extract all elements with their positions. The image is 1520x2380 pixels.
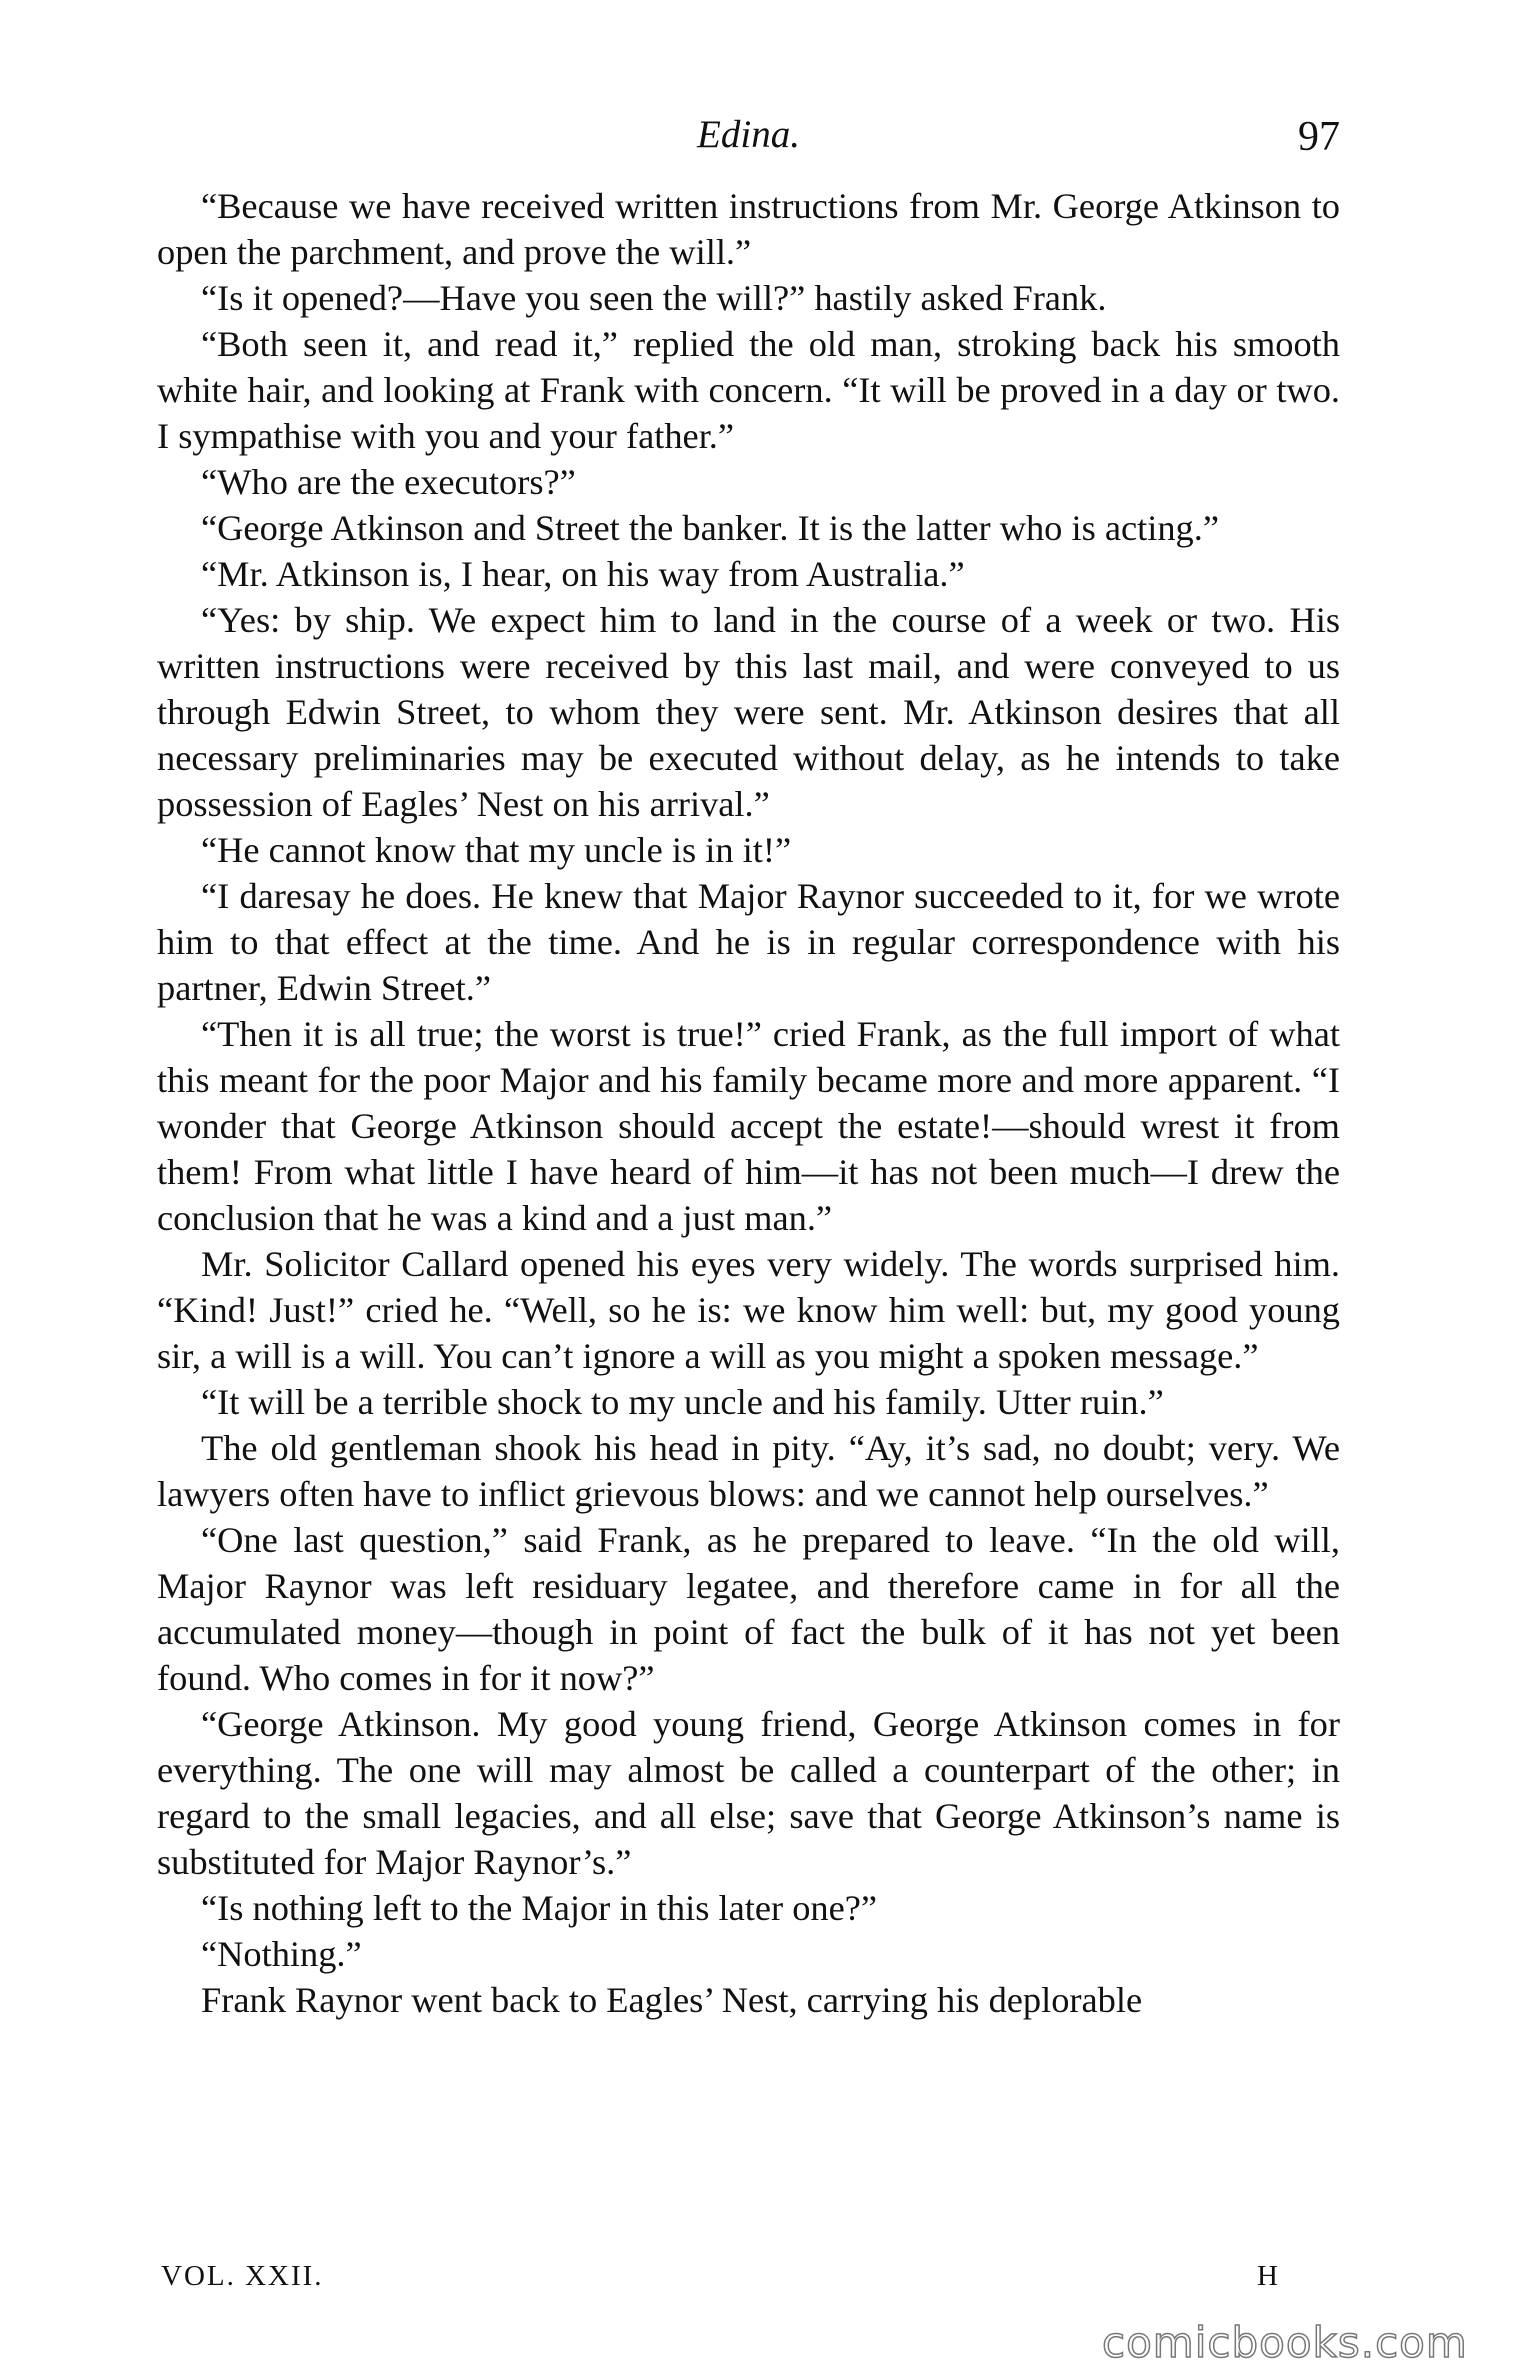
paragraph: “Yes: by ship. We expect him to land in the course of a week or two. His written instructions were received by this last mail, and were conveyed to us through Edwin Street, to whom they were sent. Mr. Atkinson desires that all necessary preliminaries may be executed without delay, as he intends to take possession of Eagles’ Nest on his arrival.” [157,600,1340,824]
paragraph: “I daresay he does. He knew that Major Raynor succeeded to it, for we wrote him to that effect at the time. And he is in regular correspondence with his partner, Edwin Street.” [157,876,1340,1008]
paragraph: “Who are the executors?” [201,462,576,502]
paragraph: “It will be a terrible shock to my uncle and his family. Utter ruin.” [201,1382,1164,1422]
body-text [157,183,1340,2023]
paragraph: “One last question,” said Frank, as he prepared to leave. “In the old will, Major Raynor was left residuary legatee, and therefore came in for all the accumulated money—though in point of fact the bulk of it has not yet been found. Who comes in for it now?” [157,1520,1340,1698]
paragraph: “Nothing.” [201,1934,362,1974]
running-title: Edina. [697,113,800,156]
page-footer [157,2256,1340,2302]
paragraph: “Is nothing left to the Major in this later one?” [201,1888,878,1928]
page-number: 97 [1298,114,1340,160]
watermark: comicbooks.com [1102,2318,1468,2367]
paragraph: “Is it opened?—Have you seen the will?” hastily asked Frank. [201,278,1107,318]
paragraph: “Both seen it, and read it,” replied the old man, stroking back his smooth white hair, and looking at Frank with concern. “It will be proved in a day or two. I sympathise with you and your father.” [157,324,1340,456]
paragraph: “George Atkinson and Street the banker. It is the latter who is acting.” [201,508,1219,548]
paragraph: Frank Raynor went back to Eagles’ Nest, carrying his deplorable [201,1980,1143,2020]
volume-signature: VOL. XXII. [161,2260,324,2292]
paragraph: “Mr. Atkinson is, I hear, on his way from Australia.” [201,554,965,594]
paragraph: “George Atkinson. My good young friend, George Atkinson comes in for everything. The one will may almost be called a counterpart of the other; in regard to the small legacies, and all else; save that George Atkinson’s name is substituted for Major Raynor’s.” [157,1704,1340,1882]
paragraph: The old gentleman shook his head in pity. “Ay, it’s sad, no doubt; very. We lawyers often have to inflict grievous blows: and we cannot help ourselves.” [157,1428,1340,1514]
paragraph: “Because we have received written instructions from Mr. George Atkinson to open the parchment, and prove the will.” [157,186,1340,272]
paragraph: Mr. Solicitor Callard opened his eyes very widely. The words surprised him. “Kind! Just!” cried he. “Well, so he is: we know him well: but, my good young sir, a will is a will. You can’t ignore a will as you might a spoken message.” [157,1244,1340,1376]
signature-mark: H [1257,2260,1278,2292]
page-header [157,110,1340,170]
paragraph: “Then it is all true; the worst is true!” cried Frank, as the full import of what this meant for the poor Major and his family became more and more apparent. “I wonder that George Atkinson should accept the estate!—should wrest it from them! From what little I have heard of him—it has not been much—I drew the conclusion that he was a kind and a just man.” [157,1014,1340,1238]
paragraph: “He cannot know that my uncle is in it!” [201,830,792,870]
